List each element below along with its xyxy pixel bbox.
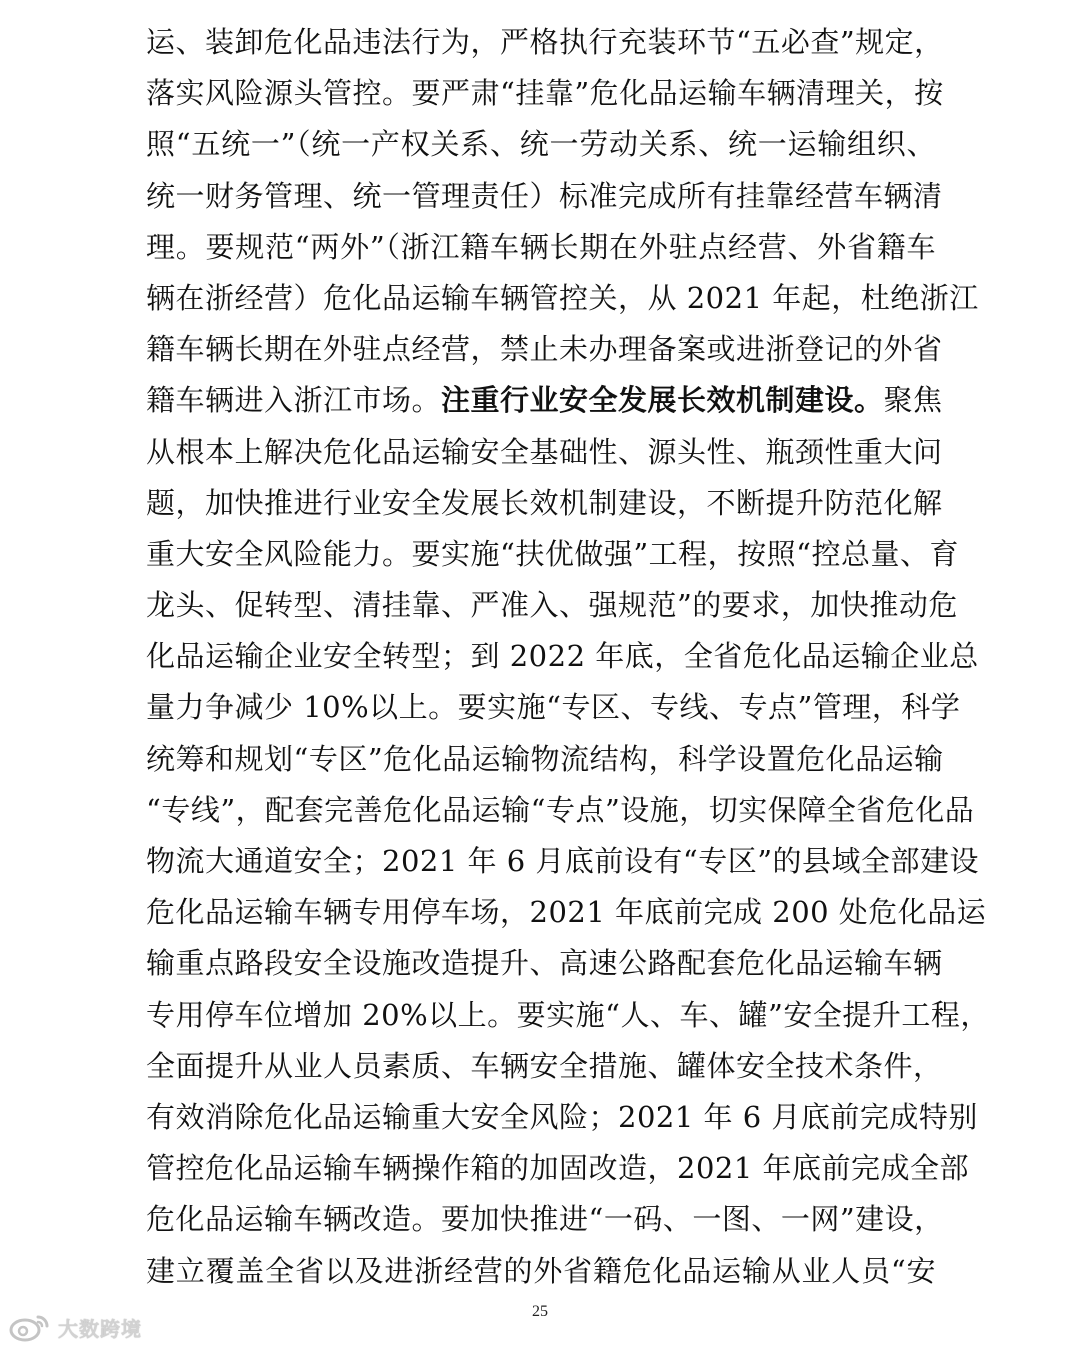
- text-line: [146, 1246, 936, 1297]
- watermark-text: 大数跨境: [58, 1316, 142, 1341]
- text-segment: 物流大通道安全；2021 年 6 月底前设有“专区”的县域全部建设: [146, 844, 980, 878]
- page-number: 25: [532, 1303, 548, 1320]
- text-segment: 量力争减少 10%以上。要实施“专区、专线、专点”管理，科学: [146, 690, 961, 725]
- text-segment: 建立覆盖全省以及进浙经营的外省籍危化品运输从业人员“安: [146, 1253, 936, 1288]
- text-line: [146, 1041, 943, 1092]
- text-line: [146, 68, 944, 119]
- text-segment: 理。要规范“两外”（浙江籍车辆长期在外驻点经营、外省籍车: [146, 229, 936, 264]
- text-segment: 照“五统一”（统一产权关系、统一劳动关系、统一运输组织、: [146, 127, 936, 162]
- text-line: [146, 1143, 970, 1194]
- text-line: [146, 222, 936, 273]
- text-line: [146, 836, 980, 887]
- text-segment: 全面提升从业人员素质、车辆安全措施、罐体安全技术条件，: [146, 1048, 943, 1083]
- text-line: [146, 17, 944, 68]
- text-line: [146, 119, 936, 170]
- text-segment: 运、装卸危化品违法行为，严格执行充装环节“五必查”规定，: [146, 25, 944, 59]
- text-line: [146, 631, 979, 682]
- text-line: [146, 324, 943, 375]
- text-line: [146, 887, 987, 938]
- text-line: [146, 682, 961, 733]
- body-text: [146, 17, 990, 1297]
- text-line: [146, 938, 943, 989]
- text-segment: 落实风险源头管控。要严肃“挂靠”危化品运输车辆清理关，按: [146, 76, 944, 111]
- text-line: [146, 1194, 944, 1245]
- text-line: [146, 478, 943, 529]
- text-segment: 聚焦: [883, 383, 943, 418]
- text-segment: “专线”，配套完善危化品运输“专点”设施，切实保障全省危化品: [146, 792, 975, 827]
- text-segment: 管控危化品运输车辆操作箱的加固改造，2021 年底前完成全部: [146, 1151, 970, 1186]
- text-segment: 龙头、促转型、清挂靠、严准入、强规范”的要求，加快推动危: [146, 588, 958, 623]
- text-segment: 题，加快推进行业安全发展长效机制建设，不断提升防范化解: [146, 485, 943, 520]
- text-segment: 从根本上解决危化品运输安全基础性、源头性、瓶颈性重大问: [146, 434, 943, 469]
- text-segment: 危化品运输车辆改造。要加快推进“一码、一图、一网”建设，: [146, 1202, 944, 1237]
- text-segment: 专用停车位增加 20%以上。要实施“人、车、罐”安全提升工程，: [146, 997, 990, 1032]
- text-segment: 统筹和规划“专区”危化品运输物流结构，科学设置危化品运输: [146, 741, 944, 776]
- text-segment: 籍车辆进入浙江市场。: [146, 383, 442, 418]
- text-line: [146, 171, 943, 222]
- text-line: [146, 1092, 978, 1143]
- text-segment: 统一财务管理、统一管理责任）标准完成所有挂靠经营车辆清: [146, 178, 943, 213]
- text-segment: 辆在浙经营）危化品运输车辆管控关，从 2021 年起，杜绝浙江: [146, 280, 979, 315]
- text-line: [146, 427, 943, 478]
- text-segment: 籍车辆长期在外驻点经营，禁止未办理备案或进浙登记的外省: [146, 332, 943, 367]
- text-line: [146, 734, 944, 785]
- text-segment: 危化品运输车辆专用停车场，2021 年底前完成 200 处危化品运: [146, 895, 987, 930]
- text-segment: 化品运输企业安全转型；到 2022 年底，全省危化品运输企业总: [146, 639, 979, 674]
- text-segment: 有效消除危化品运输重大安全风险；2021 年 6 月底前完成特别: [146, 1099, 978, 1134]
- text-line: [146, 375, 943, 426]
- text-line: [146, 785, 975, 836]
- bold-heading-text: 注重行业安全发展长效机制建设。: [441, 383, 884, 418]
- text-line: [146, 580, 958, 631]
- text-segment: 重大安全风险能力。要实施“扶优做强”工程，按照“控总量、育: [146, 536, 959, 571]
- text-line: [146, 529, 959, 580]
- weibo-logo-icon: [8, 1312, 52, 1342]
- text-line: [146, 990, 990, 1041]
- watermark: [8, 1310, 142, 1344]
- text-segment: 输重点路段安全设施改造提升、高速公路配套危化品运输车辆: [146, 946, 943, 981]
- text-line: [146, 273, 979, 324]
